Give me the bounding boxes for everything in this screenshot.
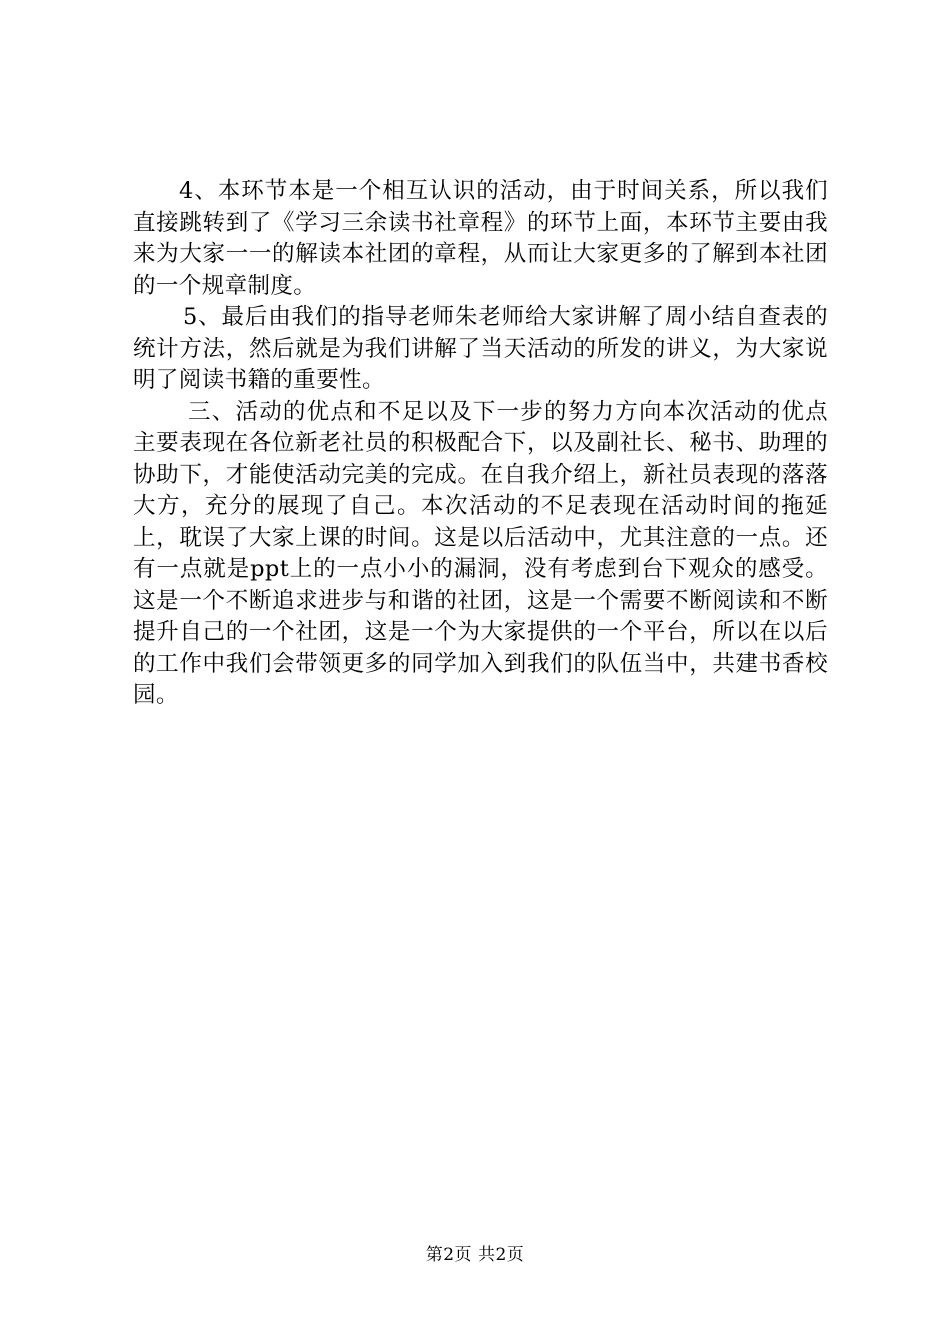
document-body xyxy=(133,176,828,712)
paragraph-item-4: 4、本环节本是一个相互认识的活动，由于时间关系，所以我们直接跳转到了《学习三余读书社章程》的环节上面，本环节主要由我来为大家一一的解读本社团的章程，从而让大家更多的了解到本社团的一个规章制度。 xyxy=(133,178,828,299)
paragraph-section-3: 三、活动的优点和不足以及下一步的努力方向本次活动的优点主要表现在各位新老社员的积极配合下，以及副社长、秘书、助理的协助下，才能使活动完美的完成。在自我介绍上，新社员表现的落落大方，充分的展现了自己。本次活动的不足表现在活动时间的拖延上，耽误了大家上课的时间。这是以后活动中，尤其注意的一点。还有一点就是ppt上的一点小小的漏洞，没有考虑到台下观众的感受。这是一个不断追求进步与和谐的社团，这是一个需要不断阅读和不断提升自己的一个社团，这是一个为大家提供的一个平台，所以在以后的工作中我们会带领更多的同学加入到我们的队伍当中，共建书香校园。 xyxy=(133,398,828,708)
page-number-footer: 第2页 共2页 xyxy=(425,1245,525,1265)
paragraph-item-5: 5、最后由我们的指导老师朱老师给大家讲解了周小结自查表的统计方法，然后就是为我们讲解了当天活动的所发的讲义，为大家说明了阅读书籍的重要性。 xyxy=(133,304,828,393)
